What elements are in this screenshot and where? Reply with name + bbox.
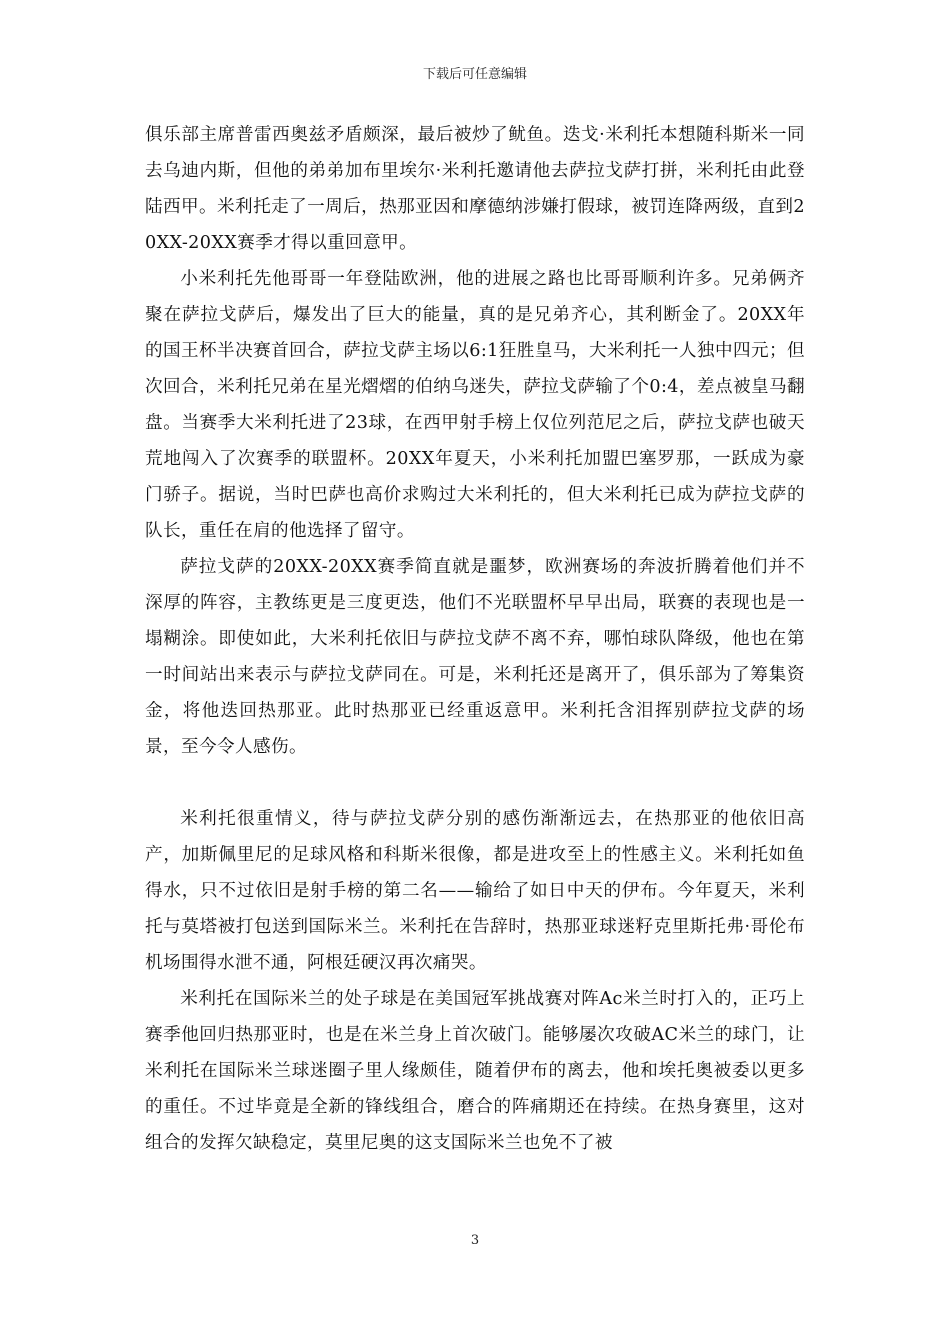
paragraph-gap [145, 765, 805, 801]
body-text [145, 117, 805, 1161]
paragraph: 小米利托先他哥哥一年登陆欧洲，他的进展之路也比哥哥顺利许多。兄弟俩齐聚在萨拉戈萨后，爆发出了巨大的能量，真的是兄弟齐心，其利断金了。20XX年的国王杯半决赛首回合，萨拉戈萨主场以6:1狂胜皇马，大米利托一人独中四元；但次回合，米利托兄弟在星光熠熠的伯纳乌迷失，萨拉戈萨输了个0:4，差点被皇马翻盘。当赛季大米利托进了23球，在西甲射手榜上仅位列范尼之后，萨拉戈萨也破天荒地闯入了次赛季的联盟杯。20XX年夏天，小米利托加盟巴塞罗那，一跃成为豪门骄子。据说，当时巴萨也高价求购过大米利托的，但大米利托已成为萨拉戈萨的队长，重任在肩的他选择了留守。 [145, 269, 805, 541]
page-header: 下载后可任意编辑 [422, 67, 527, 82]
page-number: 3 [470, 1233, 480, 1248]
paragraph: 米利托在国际米兰的处子球是在美国冠军挑战赛对阵Ac米兰时打入的，正巧上赛季他回归热那亚时，也是在米兰身上首次破门。能够屡次攻破AC米兰的球门，让米利托在国际米兰球迷圈子里人缘颇佳，随着伊布的离去，他和埃托奥被委以更多的重任。不过毕竟是全新的锋线组合，磨合的阵痛期还在持续。在热身赛里，这对组合的发挥欠缺稳定，莫里尼奥的这支国际米兰也免不了被 [145, 989, 805, 1153]
paragraph-continued: 俱乐部主席普雷西奥兹矛盾颇深，最后被炒了鱿鱼。迭戈·米利托本想随科斯米一同去乌迪内斯，但他的弟弟加布里埃尔·米利托邀请他去萨拉戈萨打拼，米利托由此登陆西甲。米利托走了一周后，热那亚因和摩德纳涉嫌打假球，被罚连降两级，直到20XX-20XX赛季才得以重回意甲。 [145, 125, 805, 253]
paragraph: 米利托很重情义，待与萨拉戈萨分别的感伤渐渐远去，在热那亚的他依旧高产，加斯佩里尼的足球风格和科斯米很像，都是进攻至上的性感主义。米利托如鱼得水，只不过依旧是射手榜的第二名——输给了如日中天的伊布。今年夏天，米利托与莫塔被打包送到国际米兰。米利托在告辞时，热那亚球迷籽克里斯托弗·哥伦布机场围得水泄不通，阿根廷硬汉再次痛哭。 [145, 809, 805, 973]
paragraph: 萨拉戈萨的20XX-20XX赛季简直就是噩梦，欧洲赛场的奔波折腾着他们并不深厚的阵容，主教练更是三度更迭，他们不光联盟杯早早出局，联赛的表现也是一塌糊涂。即使如此，大米利托依旧与萨拉戈萨不离不弃，哪怕球队降级，他也在第一时间站出来表示与萨拉戈萨同在。可是，米利托还是离开了，俱乐部为了筹集资金，将他迭回热那亚。此时热那亚已经重返意甲。米利托含泪挥别萨拉戈萨的场景，至今令人感伤。 [145, 557, 805, 757]
